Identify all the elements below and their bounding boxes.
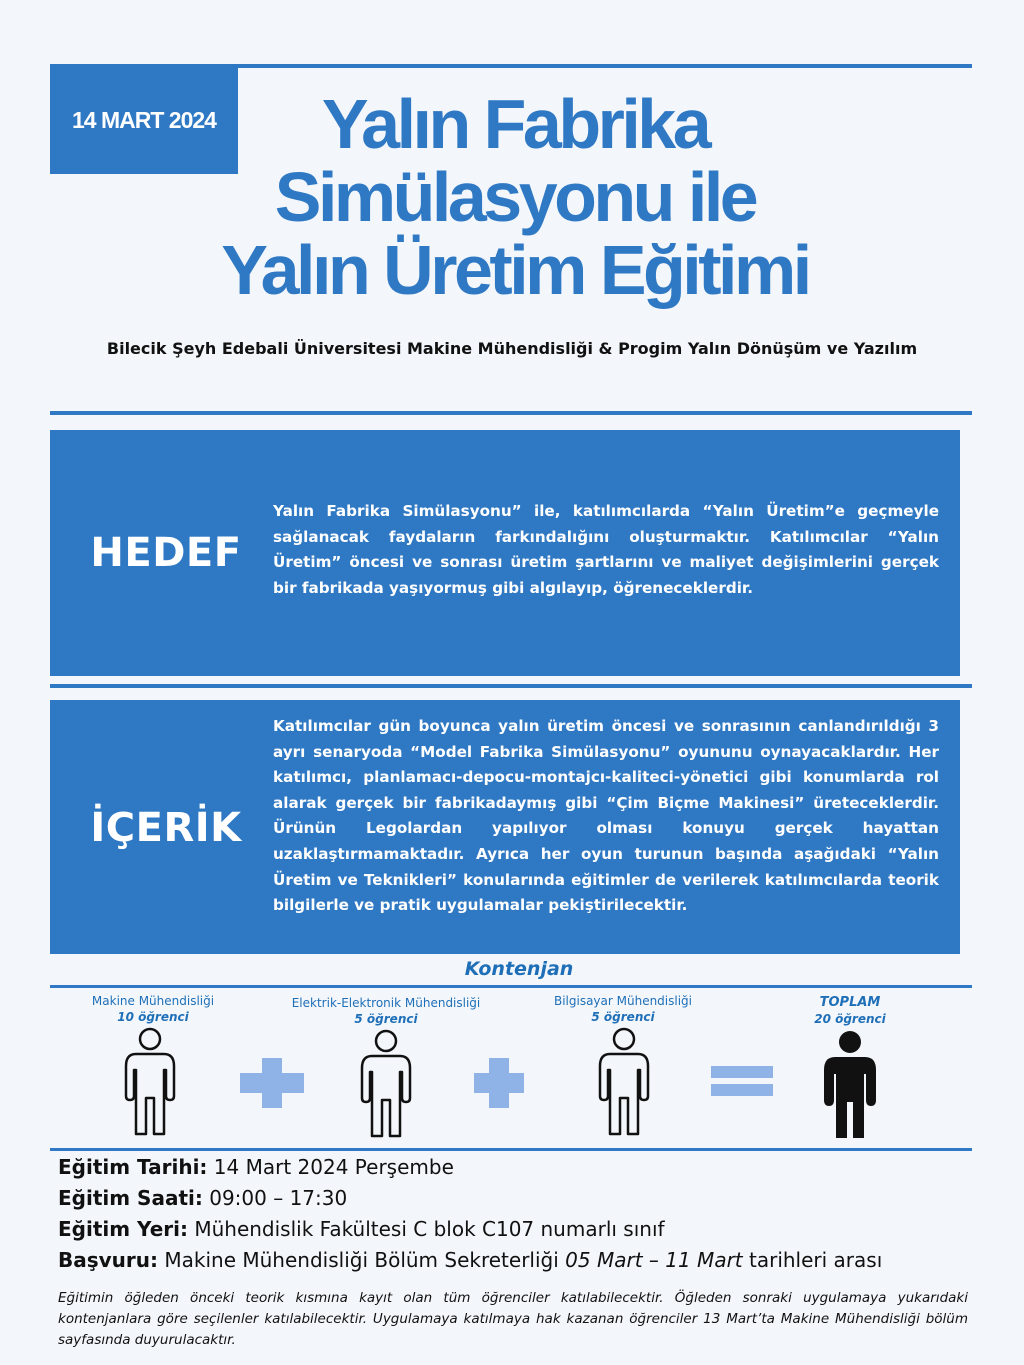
info-date-label: Eğitim Tarihi:	[58, 1155, 208, 1179]
dept-count: 10 öğrenci	[117, 1010, 189, 1024]
title-line-1: Yalın Fabrika	[321, 85, 709, 163]
info-apply-label: Başvuru:	[58, 1248, 159, 1272]
info-time-label: Eğitim Saati:	[58, 1186, 203, 1210]
info-date-value: 14 Mart 2024 Perşembe	[207, 1155, 454, 1179]
dept-name: Makine Mühendisliği	[91, 994, 215, 1008]
dept-elektrik	[276, 995, 496, 1027]
icerik-panel	[50, 700, 960, 954]
person-outline-icon	[120, 1026, 180, 1138]
info-apply-suffix: tarihleri arası	[742, 1248, 883, 1272]
total-label: TOPLAM	[819, 995, 881, 1010]
total-count: 20 öğrenci	[814, 1012, 886, 1026]
info-time	[58, 1186, 347, 1210]
person-outline-icon	[356, 1028, 416, 1140]
title-line-2: Simülasyonu ile	[274, 158, 756, 236]
dept-name: Elektrik-Elektronik Mühendisliği	[291, 996, 481, 1010]
organizer-subtitle: Bilecik Şeyh Edebali Üniversitesi Makine Mühendisliği & Progim Yalın Dönüşüm ve Yazılım	[106, 339, 918, 358]
person-outline-icon	[594, 1026, 654, 1138]
hedef-text: Yalın Fabrika Simülasyonu” ile, katılımcılarda “Yalın Üretim”e geçmeyle sağlanacak faydaların farkındalığını oluşturmaktır. Katılımcılar “Yalın Üretim” öncesi ve sonrası üretim şartlarını ve maliyet değişimlerini gerçek bir fabrikada yaşıyormuş gibi algılayıp, öğreneceklerdir.	[273, 502, 939, 597]
kontenjan-bottom-rule	[50, 1148, 972, 1151]
dept-makine	[60, 993, 246, 1025]
dept-count: 5 öğrenci	[354, 1012, 418, 1026]
info-place-label: Eğitim Yeri:	[58, 1217, 188, 1241]
equals-icon	[711, 1066, 773, 1096]
plus-icon	[474, 1058, 524, 1108]
header-bottom-rule	[50, 411, 972, 415]
info-place-value: Mühendislik Fakültesi C blok C107 numarlı sınıf	[187, 1217, 665, 1241]
kontenjan-top-rule	[50, 985, 972, 988]
plus-icon	[240, 1058, 304, 1108]
info-apply-value: Makine Mühendisliği Bölüm Sekreterliği	[158, 1248, 566, 1272]
dept-total	[780, 995, 920, 1027]
date-badge: 14 MART 2024	[50, 66, 238, 174]
panel-divider-rule	[50, 684, 972, 688]
footnote: Eğitimin öğleden önceki teorik kısmına kayıt olan tüm öğrenciler katılabilecektir. Öğleden sonraki uygulamaya yukarıdaki kontenjanlara göre seçilenler katılabilecektir. Uygulamaya katılmaya hak kazanan öğrenciler 13 Mart’ta Makine Mühendisliği bölüm sayfasında duyurulacaktır.	[58, 1290, 968, 1348]
dept-name: Bilgisayar Mühendisliği	[553, 994, 693, 1008]
info-place	[58, 1217, 665, 1241]
icerik-text: Katılımcılar gün boyunca yalın üretim öncesi ve sonrasının canlandırıldığı 3 ayrı senaryoda “Model Fabrika Simülasyonu” oyununu oynayacaklardır. Her katılımcı, planlamacı-depocu-montajcı-kaliteci-yönetici gibi konumlarda rol alarak gerçek bir fabrikadaymış gibi “Çim Biçme Makinesi” üreteceklerdir. Ürünün Legolardan yapılıyor olması konuyu gerçek hayattan uzaklaştırmamaktadır. Ayrıca her oyun turunun başında aşağıdaki “Yalın Üretim ve Teknikleri” konularında eğitimler de verilerek katılımcılarda teorik bilgilerle ve pratik uygulamalar pekiştirilecektir.	[273, 717, 939, 915]
info-date	[58, 1155, 454, 1179]
hedef-panel	[50, 430, 960, 676]
dept-count: 5 öğrenci	[591, 1010, 655, 1024]
page-title	[150, 85, 880, 309]
kontenjan-title: Kontenjan	[464, 958, 574, 980]
hedef-label: HEDEF	[90, 530, 242, 576]
info-time-value: 09:00 – 17:30	[202, 1186, 348, 1210]
info-apply	[58, 1248, 882, 1272]
info-apply-range: 05 Mart – 11 Mart	[565, 1248, 743, 1272]
dept-bilgisayar	[528, 993, 718, 1025]
title-line-3: Yalın Üretim Eğitimi	[221, 231, 809, 309]
person-filled-icon	[820, 1030, 880, 1140]
icerik-label: İÇERİK	[90, 805, 242, 851]
